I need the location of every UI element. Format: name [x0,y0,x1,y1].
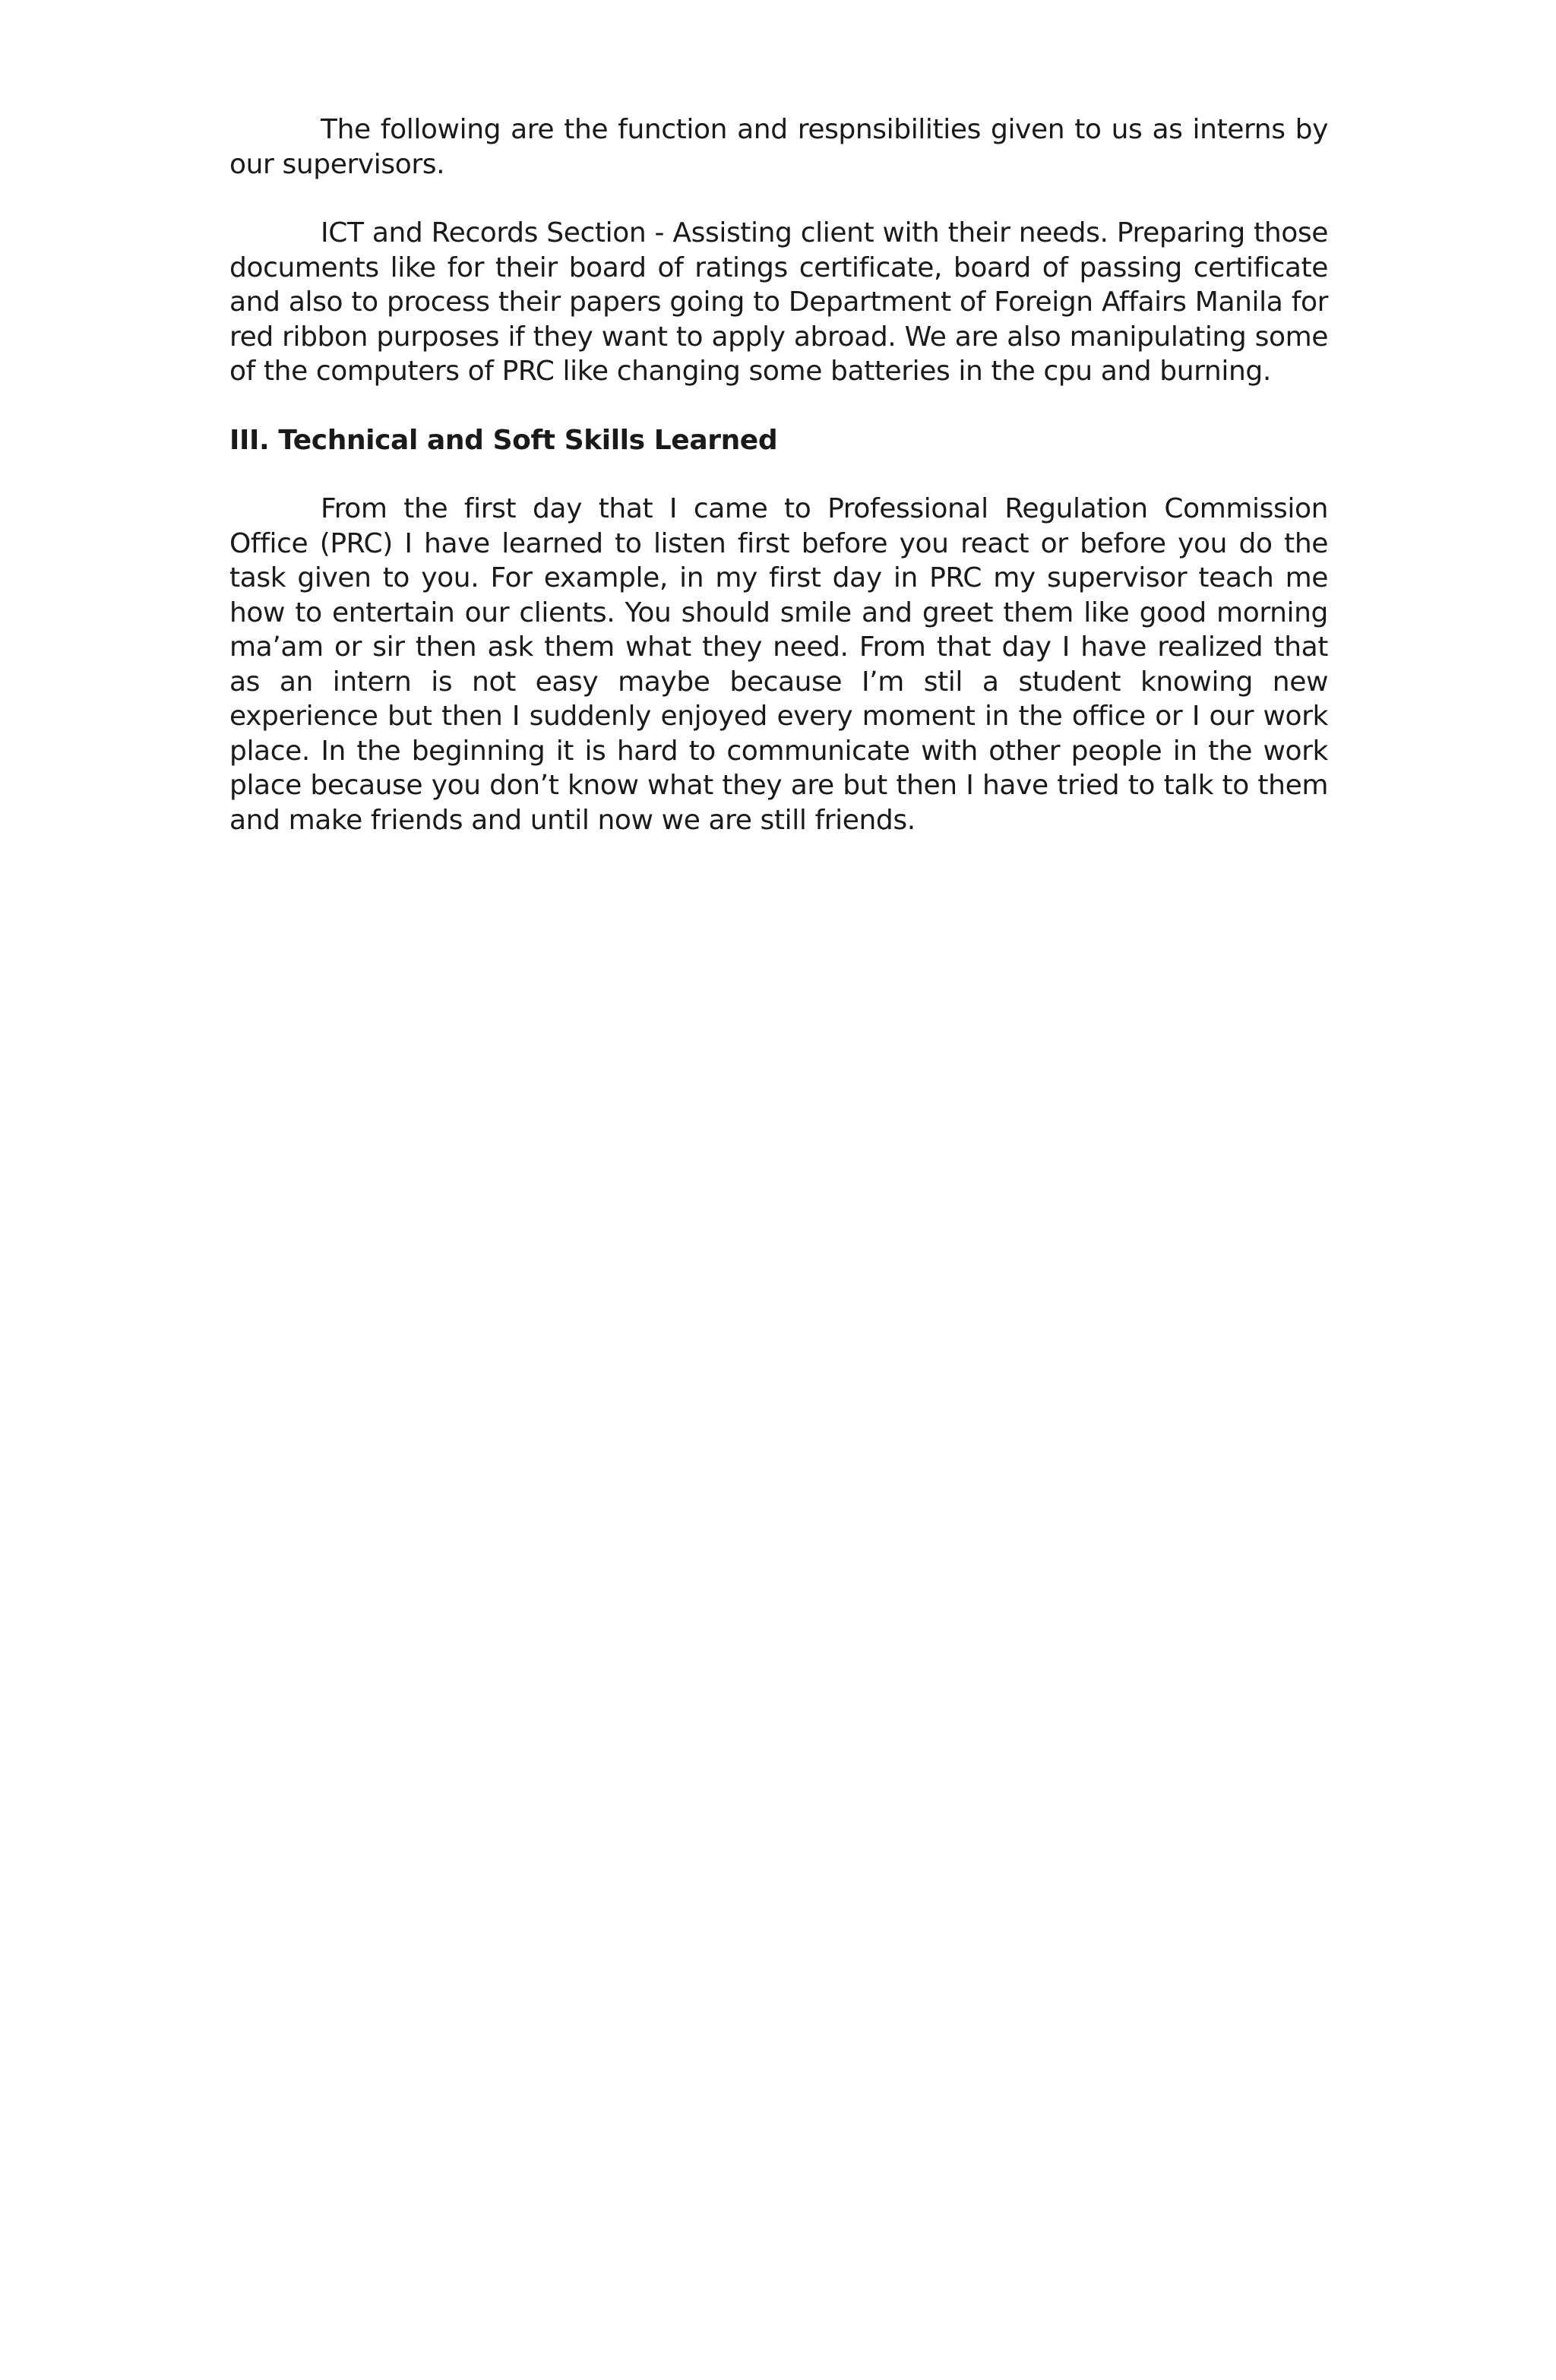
ict-records-paragraph: ICT and Records Section - Assisting client with their needs. Preparing those documents like for their board of ratings certificate, board of passing certificate and also to process their papers going to Department of Foreign Affairs Manila for red ribbon purposes if they want to apply abroad. We are also manipulating some of the computers of PRC like changing some batteries in the cpu and burning. [229,217,1328,387]
document-body [229,112,1328,872]
section-heading: III. Technical and Soft Skills Learned [229,424,778,456]
skills-paragraph: From the first day that I came to Professional Regulation Commission Office (PRC) I have learned to listen first before you react or before you do the task given to you. For example, in my first day in PRC my supervisor teach me how to entertain our clients. You should smile and greet them like good morning ma’am or sir then ask them what they need. From that day I have realized that as an intern is not easy maybe because I’m stil a student knowing new experience but then I suddenly enjoyed every moment in the office or I our work place. In the beginning it is hard to communicate with other people in the work place because you don’t know what they are but then I have tried to talk to them and make friends and until now we are still friends. [229,493,1328,836]
intro-paragraph: The following are the function and respnsibilities given to us as interns by our supervisors. [229,114,1328,180]
